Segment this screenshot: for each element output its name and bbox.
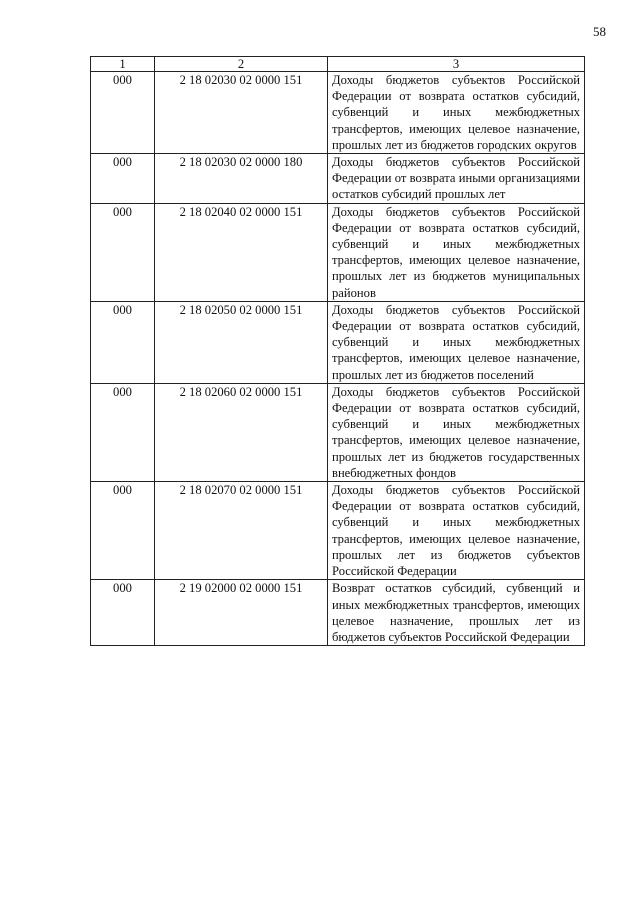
revenue-description-cell: Доходы бюджетов субъектов Российской Федерации от возврата остатков субсидий, субвенций и иных межбюджетных трансфертов, имеющих целевое назначение, прошлых лет из бюджетов субъектов Российской Федерации [328, 482, 585, 580]
budget-classification-code-cell: 2 18 02070 02 0000 151 [155, 482, 328, 580]
budget-classification-code-cell: 2 18 02050 02 0000 151 [155, 301, 328, 383]
revenue-description-cell: Доходы бюджетов субъектов Российской Федерации от возврата остатков субсидий, субвенций и иных межбюджетных трансфертов, имеющих целевое назначение, прошлых лет из бюджетов муниципальных районов [328, 203, 585, 301]
table-row [91, 154, 585, 204]
revenue-description-cell: Возврат остатков субсидий, субвенций и иных межбюджетных трансфертов, имеющих целевое назначение, прошлых лет из бюджетов субъектов Российской Федерации [328, 580, 585, 646]
table-row [91, 72, 585, 154]
budget-classification-code-cell: 2 18 02060 02 0000 151 [155, 383, 328, 481]
budget-classification-code-cell: 2 18 02030 02 0000 180 [155, 154, 328, 204]
column-header-1: 1 [91, 57, 155, 72]
column-header-3: 3 [328, 57, 585, 72]
table-row [91, 383, 585, 481]
table-row [91, 203, 585, 301]
admin-code-cell: 000 [91, 580, 155, 646]
admin-code-cell: 000 [91, 203, 155, 301]
revenue-description-cell: Доходы бюджетов субъектов Российской Федерации от возврата иными организациями остатков субсидий прошлых лет [328, 154, 585, 204]
admin-code-cell: 000 [91, 482, 155, 580]
table-row [91, 580, 585, 646]
budget-codes-table [90, 56, 585, 646]
budget-classification-code-cell: 2 18 02030 02 0000 151 [155, 72, 328, 154]
revenue-description-cell: Доходы бюджетов субъектов Российской Федерации от возврата остатков субсидий, субвенций и иных межбюджетных трансфертов, имеющих целевое назначение, прошлых лет из бюджетов государственных внебюджетных фондов [328, 383, 585, 481]
admin-code-cell: 000 [91, 154, 155, 204]
revenue-description-cell: Доходы бюджетов субъектов Российской Федерации от возврата остатков субсидий, субвенций и иных межбюджетных трансфертов, имеющих целевое назначение, прошлых лет из бюджетов поселений [328, 301, 585, 383]
admin-code-cell: 000 [91, 301, 155, 383]
budget-classification-code-cell: 2 18 02040 02 0000 151 [155, 203, 328, 301]
admin-code-cell: 000 [91, 72, 155, 154]
revenue-description-cell: Доходы бюджетов субъектов Российской Федерации от возврата остатков субсидий, субвенций и иных межбюджетных трансфертов, имеющих целевое назначение, прошлых лет из бюджетов городских округов [328, 72, 585, 154]
table-header-row [91, 57, 585, 72]
budget-classification-code-cell: 2 19 02000 02 0000 151 [155, 580, 328, 646]
page-number: 58 [593, 24, 606, 39]
table-row [91, 482, 585, 580]
admin-code-cell: 000 [91, 383, 155, 481]
column-header-2: 2 [155, 57, 328, 72]
table-row [91, 301, 585, 383]
